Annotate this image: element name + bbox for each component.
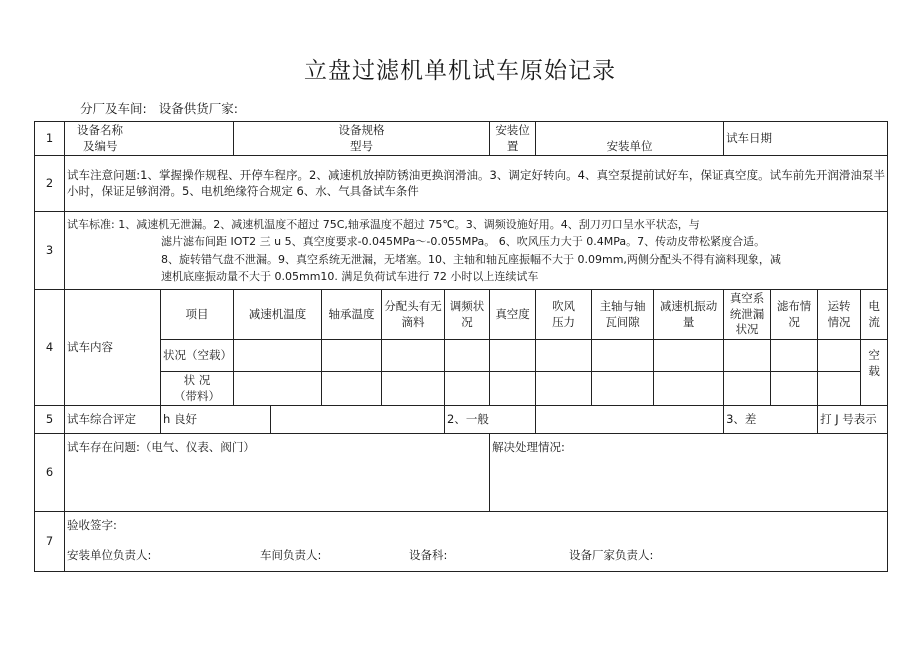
solution-label: 解决处理情况:: [492, 440, 565, 455]
item-label: 项目: [161, 290, 234, 340]
supplier-label: 设备供货厂家:: [158, 101, 238, 116]
install-unit-label: 安装单位: [606, 138, 653, 153]
row-number: 4: [35, 290, 65, 406]
value-cell[interactable]: [490, 372, 536, 406]
row-number: 1: [35, 122, 65, 156]
trial-content-label: 试车内容: [65, 290, 161, 406]
col-current: 电流: [861, 290, 888, 340]
eval-mark-note: 打 J 号表示: [818, 406, 888, 434]
current-empty-text: 空载: [868, 348, 880, 378]
status-load-label: [161, 372, 234, 406]
col-bearing-temp: 轴承温度: [322, 290, 382, 340]
standards-cell: [65, 212, 888, 290]
value-cell[interactable]: [592, 340, 654, 372]
eval-poor[interactable]: 3、差: [724, 406, 818, 434]
standard-line-3: 8、旋转错气盘不泄漏。9、真空系统无泄漏，无堵塞。10、主轴和轴瓦座振幅不大于 0.09mm,两侧分配头不得有滴料现象，减: [161, 252, 781, 266]
value-cell[interactable]: [536, 372, 592, 406]
col-operation: 运转情况: [818, 290, 861, 340]
col-reducer-temp: 减速机温度: [234, 290, 322, 340]
eval-good[interactable]: h 良好: [161, 406, 271, 434]
trial-date-cell: [724, 122, 888, 156]
row-4-header: [35, 290, 888, 340]
precautions-text: 试车注意问题:1、掌握操作规程、开停车程序。2、减速机放掉防锈油更换润滑油。3、调定好转向。4、真空泵提前试好车，保证真空度。试车前先开润滑油泵半小时，保证足够润滑。5、电机绝缘符合规定 6、水、气具备试车条件: [65, 156, 888, 212]
col-reducer-vibration: 减速机振动量: [654, 290, 724, 340]
standard-line-4: 速机底座振动量不大于 0.05mm10. 满足负荷试车进行 72 小时以上连续试车: [161, 269, 539, 283]
signature-row: [67, 548, 885, 564]
row-number: 5: [35, 406, 65, 434]
standard-line-1: 试车标准: 1、减速机无泄漏。2、减速机温度不超过 75C,轴承温度不超过 75℃。3、调频设施好用。4、刮刀刃口呈水平状态，与: [67, 218, 700, 232]
install-head-label: 安装单位负责人:: [67, 547, 152, 562]
col-vacuum: 真空度: [490, 290, 536, 340]
value-cell[interactable]: [234, 340, 322, 372]
value-cell[interactable]: [445, 372, 490, 406]
row-2: [35, 156, 888, 212]
value-cell[interactable]: [382, 372, 445, 406]
install-position-cell: [490, 122, 536, 156]
row-number: 6: [35, 434, 65, 512]
trial-date-label: 试车日期: [726, 130, 773, 145]
model-label: 型号: [350, 138, 374, 153]
signature-cell: [65, 512, 888, 572]
value-cell[interactable]: [654, 340, 724, 372]
workshop-label: 分厂及车间:: [80, 101, 147, 116]
value-cell[interactable]: [771, 340, 818, 372]
status-load-line2: （带料）: [174, 388, 220, 403]
col-distributor-drip: 分配头有无滴料: [382, 290, 445, 340]
subheader: [80, 99, 246, 117]
equipment-dept-label: 设备科:: [409, 547, 448, 562]
status-empty-label: 状况（空载）: [161, 340, 234, 372]
problems-label: 试车存在问题:（电气、仪表、阀门）: [67, 440, 255, 455]
value-cell[interactable]: [536, 340, 592, 372]
col-vacuum-leak: 真空系统泄漏状况: [724, 290, 771, 340]
value-cell[interactable]: [322, 372, 382, 406]
row-7: [35, 512, 888, 572]
eval-normal-mark[interactable]: [536, 406, 724, 434]
value-cell[interactable]: [771, 372, 818, 406]
row-number: 2: [35, 156, 65, 212]
eval-normal[interactable]: 2、一般: [445, 406, 536, 434]
value-cell[interactable]: [234, 372, 322, 406]
document-title: 立盘过滤机单机试车原始记录: [304, 58, 616, 84]
device-number-label: 及编号: [83, 138, 118, 153]
current-empty-label: [861, 340, 888, 406]
eval-good-mark[interactable]: [271, 406, 445, 434]
row-4-load: [35, 372, 888, 406]
install-position-label: 安装位: [495, 123, 530, 137]
value-cell[interactable]: [322, 340, 382, 372]
problems-cell[interactable]: [65, 434, 490, 512]
value-cell[interactable]: [592, 372, 654, 406]
value-cell[interactable]: [724, 340, 771, 372]
value-cell[interactable]: [724, 372, 771, 406]
value-cell[interactable]: [818, 372, 861, 406]
col-frequency: 调频状况: [445, 290, 490, 340]
value-cell[interactable]: [818, 340, 861, 372]
col-cloth: 滤布情况: [771, 290, 818, 340]
value-cell[interactable]: [654, 372, 724, 406]
device-name-label: 设备名称: [77, 123, 123, 137]
row-3: [35, 212, 888, 290]
device-name-cell: [65, 122, 234, 156]
status-load-line1: 状 况: [183, 373, 211, 388]
workshop-head-label: 车间负责人:: [260, 547, 322, 562]
row-4-empty-load: [35, 340, 888, 372]
value-cell[interactable]: [445, 340, 490, 372]
value-cell[interactable]: [382, 340, 445, 372]
row-1: [35, 122, 888, 156]
install-unit-cell: [536, 122, 724, 156]
vendor-head-label: 设备厂家负责人:: [569, 547, 654, 562]
row-5: [35, 406, 888, 434]
evaluation-label: 试车综合评定: [65, 406, 161, 434]
col-blow-pressure: 吹风压力: [536, 290, 592, 340]
col-shaft-gap: 主轴与轴瓦间隙: [592, 290, 654, 340]
row-number: 3: [35, 212, 65, 290]
solution-cell[interactable]: [490, 434, 888, 512]
value-cell[interactable]: [490, 340, 536, 372]
sign-label: 验收签字:: [67, 518, 117, 533]
install-position-label-2: 置: [506, 138, 519, 153]
device-spec-cell: [234, 122, 490, 156]
spec-label: 设备规格: [338, 123, 385, 137]
row-6: [35, 434, 888, 512]
standard-line-2: 滤片滤布间距 IOT2 三 u 5、真空度要求-0.045MPa～-0.055MPa。 6、吹风压力大于 0.4MPa。7、传动皮带松紧度合适。: [161, 235, 766, 249]
row-number: 7: [35, 512, 65, 572]
record-table: [34, 121, 888, 572]
